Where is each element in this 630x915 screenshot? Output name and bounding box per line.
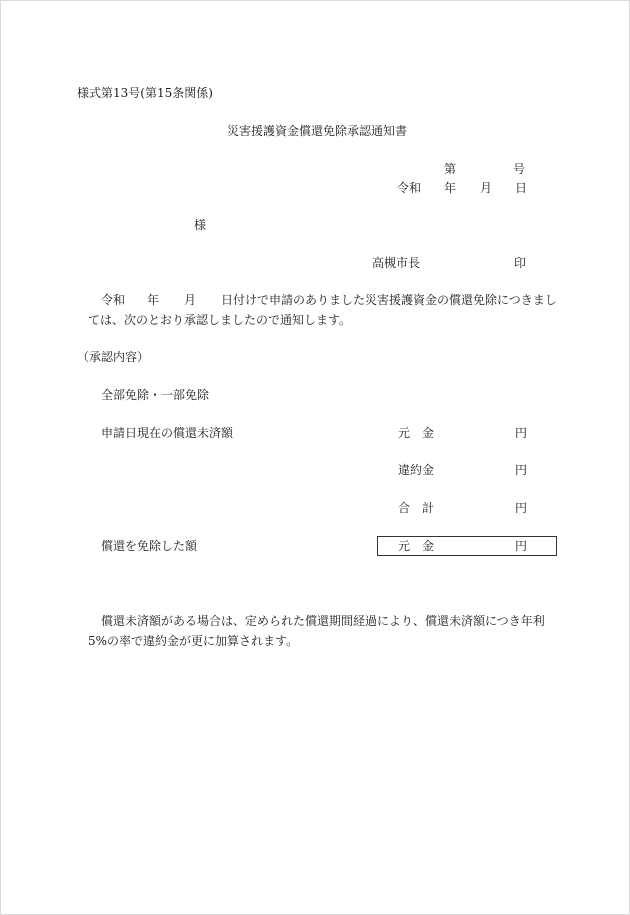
note-line-1: 償還未済額がある場合は、定められた償還期間経過により、償還未済額につき年利 <box>101 614 545 628</box>
exempted-amount-label: 償還を免除した額 <box>101 539 198 553</box>
body-line-2: ては、次のとおり承認しましたので通知します。 <box>88 313 352 327</box>
issue-date-year: 年 <box>444 181 457 195</box>
issue-date-day: 日 <box>515 181 528 195</box>
issue-date-era: 令和 <box>397 181 422 195</box>
body-date-year: 年 <box>147 293 160 307</box>
penalty-unit: 円 <box>515 463 528 477</box>
issue-date-month: 月 <box>480 181 493 195</box>
principal-unit: 円 <box>515 426 528 440</box>
exempted-principal-unit: 円 <box>515 539 528 553</box>
exemption-type: 全部免除・一部免除 <box>101 388 210 402</box>
note-line-2: 5%の率で違約金が更に加算されます。 <box>88 634 299 648</box>
document-title: 災害援護資金償還免除承認通知書 <box>227 124 408 138</box>
recipient-honorific: 様 <box>194 218 207 232</box>
exempted-amount-box <box>377 536 557 556</box>
unpaid-balance-label: 申請日現在の償還未済額 <box>101 426 234 440</box>
total-unit: 円 <box>515 501 528 515</box>
body-date-era: 令和 <box>101 293 126 307</box>
issuer-name: 高槻市長 <box>372 256 421 270</box>
form-number: 様式第13号(第15条関係) <box>77 86 213 100</box>
details-heading: （承認内容） <box>77 350 150 364</box>
total-label: 合 計 <box>398 501 435 515</box>
body-line-1: 日付けで申請のありました災害援護資金の償還免除につきまし <box>221 293 557 307</box>
penalty-label: 違約金 <box>398 463 435 477</box>
document-number-suffix: 号 <box>513 162 526 176</box>
exempted-principal-label: 元 金 <box>398 539 435 553</box>
issuer-seal: 印 <box>514 256 527 270</box>
body-date-month: 月 <box>184 293 197 307</box>
document-number-prefix: 第 <box>444 162 457 176</box>
principal-label: 元 金 <box>398 426 435 440</box>
